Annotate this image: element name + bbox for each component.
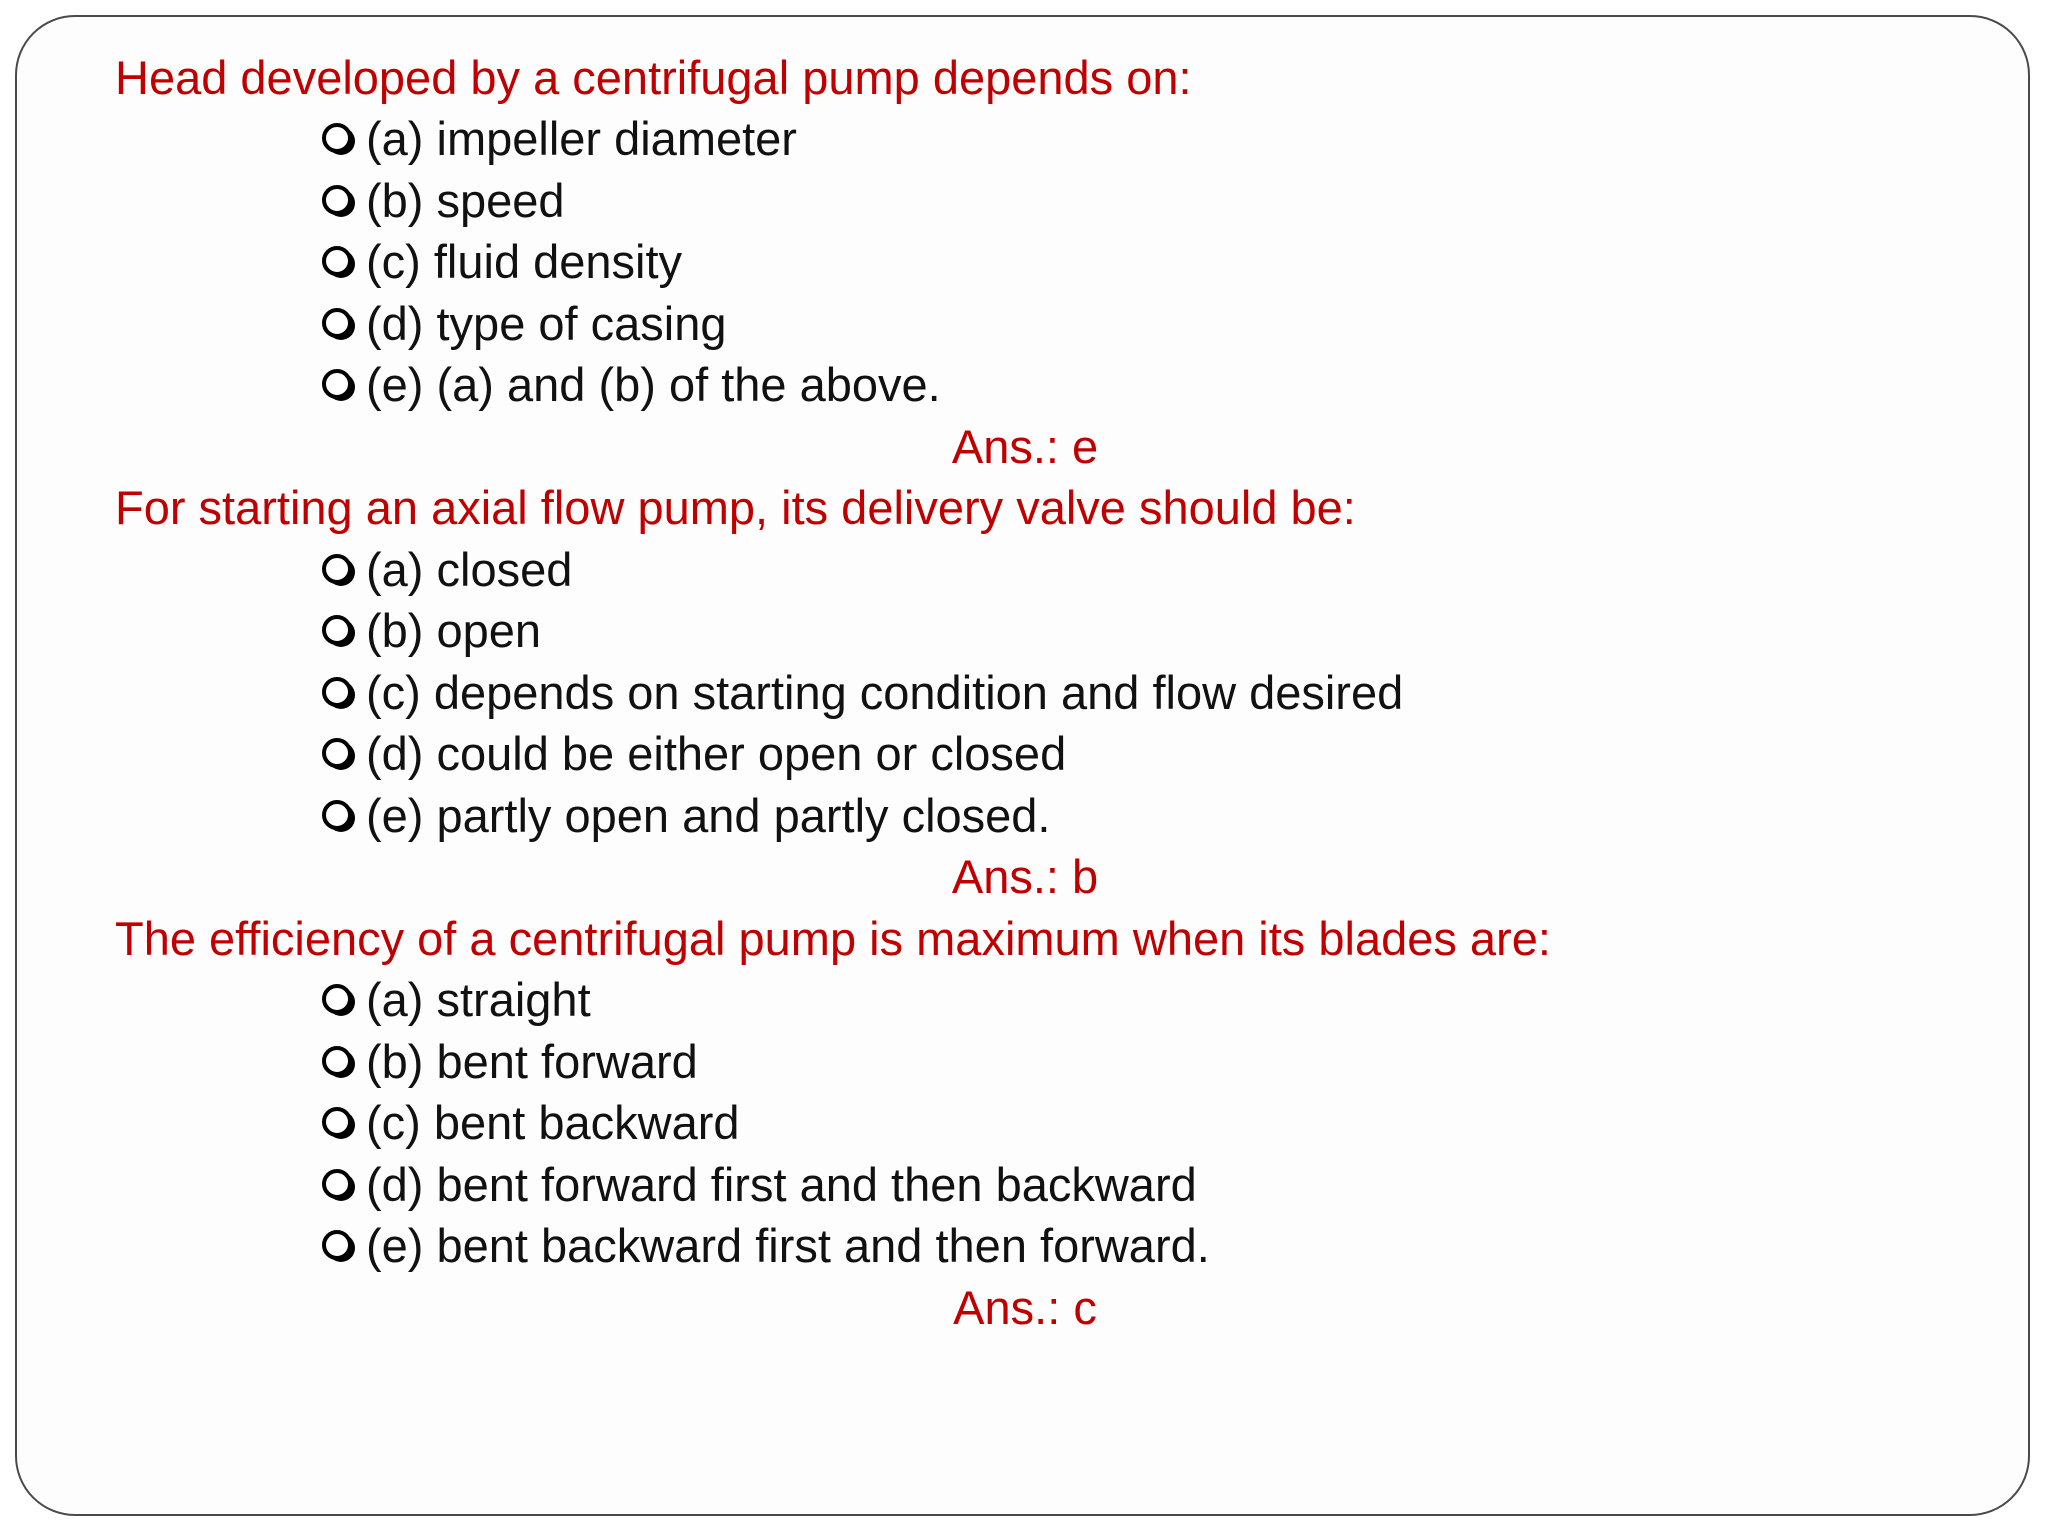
option-text: (a) impeller diameter — [366, 112, 797, 165]
option-text: (c) depends on starting condition and flow desired — [366, 666, 1404, 719]
question-1-option-e — [322, 354, 941, 416]
option-text: (b) open — [366, 604, 542, 657]
question-2-option-b — [322, 600, 541, 662]
option-text: (e) bent backward first and then forward. — [366, 1219, 1210, 1272]
bullet-icon — [322, 1154, 366, 1216]
bullet-icon — [322, 1092, 366, 1154]
question-2-answer: Ans.: b — [951, 850, 1099, 903]
option-text: (c) fluid density — [366, 235, 683, 288]
option-text: (a) closed — [366, 543, 573, 596]
question-3-option-c — [322, 1092, 740, 1154]
option-text: (d) could be either open or closed — [366, 727, 1067, 780]
bullet-icon — [322, 539, 366, 601]
question-1-answer: Ans.: e — [951, 420, 1099, 473]
question-1-prompt: Head developed by a centrifugal pump depends on: — [115, 51, 1192, 104]
question-2-option-c — [322, 662, 1403, 724]
option-text: (a) straight — [366, 973, 591, 1026]
bullet-icon — [322, 600, 366, 662]
question-2-option-d — [322, 723, 1066, 785]
option-text: (b) bent forward — [366, 1035, 698, 1088]
bullet-icon — [322, 662, 366, 724]
bullet-icon — [322, 969, 366, 1031]
question-3-option-b — [322, 1031, 698, 1093]
question-2-option-a — [322, 539, 572, 601]
option-text: (e) (a) and (b) of the above. — [366, 358, 941, 411]
bullet-icon — [322, 354, 366, 416]
question-1-option-b — [322, 170, 565, 232]
bullet-icon — [322, 785, 366, 847]
question-1-option-a — [322, 108, 797, 170]
question-2-option-e — [322, 785, 1050, 847]
bullet-icon — [322, 231, 366, 293]
question-1-option-d — [322, 293, 727, 355]
bullet-icon — [322, 108, 366, 170]
question-1-option-c — [322, 231, 682, 293]
question-3-answer: Ans.: c — [953, 1281, 1097, 1334]
option-text: (c) bent backward — [366, 1096, 740, 1149]
option-text: (b) speed — [366, 174, 565, 227]
question-3-option-d — [322, 1154, 1197, 1216]
question-3-option-a — [322, 969, 591, 1031]
question-3-option-e — [322, 1215, 1210, 1277]
question-3-prompt: The efficiency of a centrifugal pump is maximum when its blades are: — [115, 912, 1551, 965]
bullet-icon — [322, 723, 366, 785]
option-text: (e) partly open and partly closed. — [366, 789, 1051, 842]
option-text: (d) bent forward first and then backward — [366, 1158, 1197, 1211]
bullet-icon — [322, 1031, 366, 1093]
option-text: (d) type of casing — [366, 297, 727, 350]
bullet-icon — [322, 170, 366, 232]
question-2-prompt: For starting an axial flow pump, its delivery valve should be: — [115, 481, 1356, 534]
bullet-icon — [322, 1215, 366, 1277]
bullet-icon — [322, 293, 366, 355]
